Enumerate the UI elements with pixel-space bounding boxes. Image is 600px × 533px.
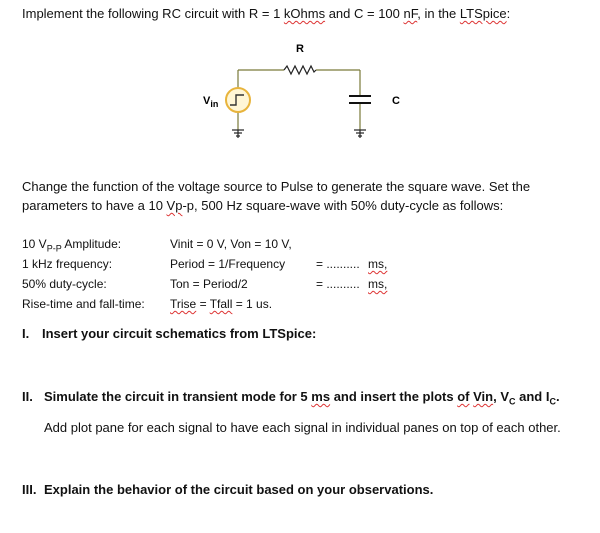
header-colon: : xyxy=(506,6,511,21)
param-period-fill: = .......... xyxy=(316,257,360,271)
q2-and-ic: and I xyxy=(515,389,550,404)
question-2-number: II. xyxy=(22,389,33,404)
amplitude-sub: P-P xyxy=(46,243,62,254)
q2-vc-sub: C xyxy=(509,396,516,407)
param-amplitude-value: Vinit = 0 V, Von = 10 V, xyxy=(170,237,292,251)
resistor-label: R xyxy=(296,43,304,55)
q2-vc: , V xyxy=(493,389,510,404)
header-c-unit: nF xyxy=(403,6,418,21)
para-text-post: -p, 500 Hz square-wave with 50% duty-cycle as follows: xyxy=(182,198,504,213)
rc-circuit-schematic xyxy=(0,0,600,170)
pulse-source-symbol xyxy=(226,88,250,112)
q2-dot: . xyxy=(555,389,560,404)
q2-ic-sub: C xyxy=(549,396,556,407)
capacitor-label: C xyxy=(392,95,400,107)
pulse-paragraph-line2 xyxy=(22,198,503,213)
param-rise-value xyxy=(170,297,272,311)
header-text-post: , in the xyxy=(417,6,460,21)
q2-text-mid: and insert the plots xyxy=(330,389,458,404)
source-label-main: V xyxy=(203,95,211,107)
param-ton-fill: = .......... xyxy=(316,277,360,291)
amplitude-text-end: Amplitude: xyxy=(61,237,122,251)
rise-eq: = xyxy=(196,297,210,311)
question-3-number: III. xyxy=(22,482,37,497)
question-2-subtext: Add plot pane for each signal to have each signal in individual panes on top of each other. xyxy=(44,420,561,435)
q2-of: of xyxy=(457,389,470,404)
header-text-mid: and C = 100 xyxy=(325,6,404,21)
source-label xyxy=(203,95,218,109)
resistor-symbol xyxy=(284,66,316,74)
param-duty-label: 50% duty-cycle: xyxy=(22,277,107,291)
q2-text: Simulate the circuit in transient mode for 5 xyxy=(44,389,312,404)
trise-term: Trise xyxy=(170,297,197,311)
header-r-unit: kOhms xyxy=(283,6,326,21)
pulse-paragraph-line1: Change the function of the voltage source to Pulse to generate the square wave. Set the xyxy=(22,179,531,194)
param-period-unit: ms, xyxy=(368,257,388,271)
q2-vin: Vin xyxy=(473,389,494,404)
rise-end: = 1 us. xyxy=(232,297,273,311)
q2-ms: ms xyxy=(311,389,331,404)
amplitude-text: 10 V xyxy=(22,237,47,251)
param-duty-value: Ton = Period/2 xyxy=(170,277,248,291)
question-3-text: Explain the behavior of the circuit based on your observations. xyxy=(44,482,434,497)
question-1-text: Insert your circuit schematics from LTSpice: xyxy=(42,326,317,341)
param-frequency-label: 1 kHz frequency: xyxy=(22,257,113,271)
ground-symbol-capacitor xyxy=(354,130,366,138)
param-frequency-value: Period = 1/Frequency xyxy=(170,257,286,271)
source-label-sub: in xyxy=(210,99,219,109)
param-ton-unit: ms, xyxy=(368,277,388,291)
wires xyxy=(238,70,360,130)
header-tool-name: LTSpice xyxy=(459,6,507,21)
question-1-number: I. xyxy=(22,326,30,341)
para-text: parameters to have a 10 xyxy=(22,198,167,213)
param-rise-label: Rise-time and fall-time: xyxy=(22,297,145,311)
param-amplitude-label xyxy=(22,237,121,253)
para-vp: Vp xyxy=(166,198,183,213)
header-text: Implement the following RC circuit with R = 1 xyxy=(22,6,284,21)
question-2-text xyxy=(44,389,560,407)
tfall-term: Tfall xyxy=(209,297,233,311)
ground-symbol-source xyxy=(232,130,244,138)
